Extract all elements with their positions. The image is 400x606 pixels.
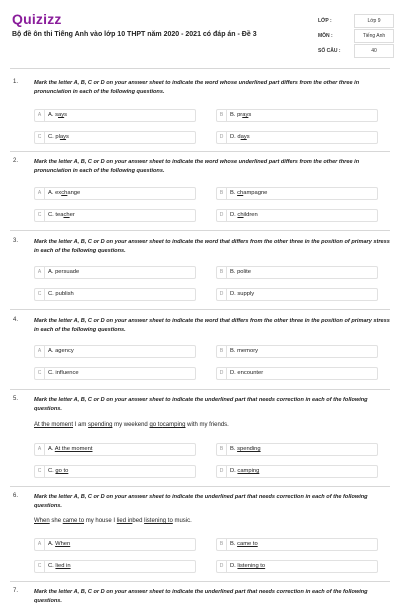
option-text: B. memory bbox=[230, 348, 259, 354]
option-letter: A bbox=[35, 110, 45, 121]
option-c[interactable] bbox=[34, 465, 196, 478]
option-letter: D bbox=[217, 132, 227, 143]
option-b[interactable] bbox=[216, 109, 378, 122]
option-a[interactable] bbox=[34, 109, 196, 122]
class-value: Lớp 9 bbox=[354, 14, 394, 28]
question-count-label: SỐ CÂU : bbox=[318, 48, 341, 54]
option-c[interactable] bbox=[34, 560, 196, 573]
option-letter: B bbox=[217, 346, 227, 357]
question-instruction: Mark the letter A, B, C or D on your answer sheet to indicate the underlined part that needs correction in each of the following questions. bbox=[34, 589, 368, 604]
option-text: A. agency bbox=[48, 348, 74, 354]
option-text: C. go to bbox=[48, 468, 69, 474]
option-a[interactable] bbox=[34, 187, 196, 200]
option-d[interactable] bbox=[216, 209, 378, 222]
question-count-value: 40 bbox=[354, 44, 394, 58]
subject-value: Tiếng Anh bbox=[354, 29, 394, 43]
option-letter: C bbox=[35, 132, 45, 143]
option-letter: D bbox=[217, 561, 227, 572]
option-c[interactable] bbox=[34, 367, 196, 380]
header-divider bbox=[10, 68, 390, 69]
option-text: B. came to bbox=[230, 541, 258, 547]
option-b[interactable] bbox=[216, 443, 378, 456]
option-text: A. When bbox=[48, 541, 71, 547]
question-instruction: Mark the letter A, B, C or D on your answer sheet to indicate the underlined part that needs correction in each of the following questions. bbox=[34, 397, 368, 412]
option-letter: D bbox=[217, 466, 227, 477]
option-d[interactable] bbox=[216, 560, 378, 573]
option-d[interactable] bbox=[216, 367, 378, 380]
option-text: B. polite bbox=[230, 269, 251, 275]
question-divider bbox=[10, 151, 390, 152]
question-instruction: Mark the letter A, B, C or D on your answer sheet to indicate the underlined part that needs correction in each of the following questions. bbox=[34, 494, 368, 509]
option-text: D. camping bbox=[230, 468, 260, 474]
option-text: C. publish bbox=[48, 291, 74, 297]
option-text: A. persuade bbox=[48, 269, 80, 275]
quizizz-logo: Quizizz bbox=[12, 11, 62, 27]
option-text: D. days bbox=[230, 134, 250, 140]
subject-field bbox=[318, 29, 392, 43]
question-number: 6. bbox=[13, 493, 19, 499]
option-text: B. prays bbox=[230, 112, 252, 118]
option-text: C. teacher bbox=[48, 212, 75, 218]
question-divider bbox=[10, 581, 390, 582]
option-letter: A bbox=[35, 346, 45, 357]
question-divider bbox=[10, 309, 390, 310]
question-instruction: Mark the letter A, B, C or D on your answer sheet to indicate the word whose underlined part differs from the other three in pronunciation in each of the following questions. bbox=[34, 159, 360, 174]
option-letter: A bbox=[35, 267, 45, 278]
option-letter: A bbox=[35, 188, 45, 199]
option-text: D. children bbox=[230, 212, 258, 218]
option-letter: A bbox=[35, 539, 45, 550]
option-c[interactable] bbox=[34, 209, 196, 222]
option-text: C. lied in bbox=[48, 563, 71, 569]
option-text: C. plays bbox=[48, 134, 69, 140]
option-text: A. says bbox=[48, 112, 68, 118]
question-number: 7. bbox=[13, 588, 19, 594]
question-sentence: At the moment I am spending my weekend go tocamping with my friends. bbox=[34, 422, 229, 428]
option-letter: B bbox=[217, 539, 227, 550]
option-letter: B bbox=[217, 110, 227, 121]
option-text: B. champagne bbox=[230, 190, 268, 196]
option-a[interactable] bbox=[34, 345, 196, 358]
option-letter: C bbox=[35, 466, 45, 477]
option-text: A. exchange bbox=[48, 190, 81, 196]
option-text: A. At the moment bbox=[48, 446, 93, 452]
option-d[interactable] bbox=[216, 465, 378, 478]
worksheet-header bbox=[0, 0, 400, 72]
question-instruction: Mark the letter A, B, C or D on your answer sheet to indicate the word that differs from the other three in the position of primary stress in each of the following questions. bbox=[34, 318, 390, 333]
option-b[interactable] bbox=[216, 538, 378, 551]
subject-label: MÔN : bbox=[318, 33, 333, 39]
option-a[interactable] bbox=[34, 443, 196, 456]
question-divider bbox=[10, 486, 390, 487]
option-d[interactable] bbox=[216, 131, 378, 144]
option-b[interactable] bbox=[216, 266, 378, 279]
option-letter: D bbox=[217, 368, 227, 379]
question-instruction: Mark the letter A, B, C or D on your answer sheet to indicate the word whose underlined part differs from the other three in pronunciation in each of the following questions. bbox=[34, 80, 360, 95]
option-letter: C bbox=[35, 210, 45, 221]
option-a[interactable] bbox=[34, 538, 196, 551]
option-d[interactable] bbox=[216, 288, 378, 301]
option-text: B. spending bbox=[230, 446, 261, 452]
option-letter: C bbox=[35, 368, 45, 379]
question-instruction: Mark the letter A, B, C or D on your answer sheet to indicate the word that differs from the other three in the position of primary stress in each of the following questions. bbox=[34, 239, 390, 254]
question-count-field bbox=[318, 44, 392, 58]
option-letter: C bbox=[35, 289, 45, 300]
question-number: 2. bbox=[13, 158, 19, 164]
option-text: D. listening to bbox=[230, 563, 266, 569]
option-c[interactable] bbox=[34, 131, 196, 144]
option-letter: B bbox=[217, 188, 227, 199]
question-divider bbox=[10, 389, 390, 390]
option-text: D. encounter bbox=[230, 370, 264, 376]
option-c[interactable] bbox=[34, 288, 196, 301]
question-number: 4. bbox=[13, 317, 19, 323]
option-letter: D bbox=[217, 289, 227, 300]
question-sentence: When she came to my house I lied inbed listening to music. bbox=[34, 518, 192, 524]
option-letter: D bbox=[217, 210, 227, 221]
class-field bbox=[318, 14, 392, 28]
option-b[interactable] bbox=[216, 187, 378, 200]
option-b[interactable] bbox=[216, 345, 378, 358]
option-letter: B bbox=[217, 267, 227, 278]
question-number: 1. bbox=[13, 79, 19, 85]
option-a[interactable] bbox=[34, 266, 196, 279]
question-divider bbox=[10, 230, 390, 231]
option-letter: C bbox=[35, 561, 45, 572]
option-letter: B bbox=[217, 444, 227, 455]
option-letter: A bbox=[35, 444, 45, 455]
class-label: LỚP : bbox=[318, 18, 332, 24]
document-title: Bộ đề ôn thi Tiếng Anh vào lớp 10 THPT năm 2020 - 2021 có đáp án - Đề 3 bbox=[12, 31, 257, 38]
option-text: D. supply bbox=[230, 291, 255, 297]
option-text: C. influence bbox=[48, 370, 79, 376]
question-number: 5. bbox=[13, 396, 19, 402]
question-number: 3. bbox=[13, 238, 19, 244]
